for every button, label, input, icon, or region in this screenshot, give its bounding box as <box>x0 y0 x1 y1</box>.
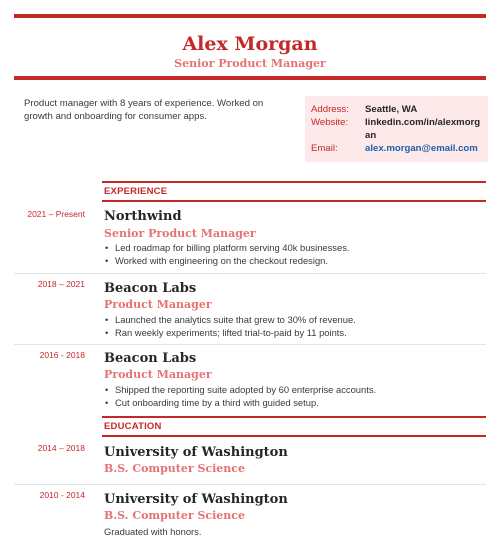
entry-divider <box>14 344 486 345</box>
entry-divider <box>14 273 486 274</box>
candidate-role: Senior Product Manager <box>174 57 326 70</box>
experience-section-bottom-rule <box>102 200 486 202</box>
education-section-top-rule <box>102 416 486 418</box>
contact-box <box>305 96 488 162</box>
entry-bullets <box>104 384 376 410</box>
entry-date: 2010 - 2014 <box>39 490 85 500</box>
entry-degree: B.S. Computer Science <box>104 462 245 475</box>
entry-divider <box>14 484 486 485</box>
education-section-title: EDUCATION <box>104 421 162 432</box>
entry-organization: University of Washington <box>104 445 288 460</box>
entry-organization: Beacon Labs <box>104 281 197 296</box>
header-top-rule <box>14 14 486 18</box>
list-item: • Launched the analytics suite that grew to 30% of revenue. <box>104 314 356 326</box>
entry-organization: University of Washington <box>104 492 288 507</box>
header-bottom-rule <box>14 76 486 80</box>
entry-job-title: Product Manager <box>104 368 212 381</box>
entry-job-title: Senior Product Manager <box>104 227 256 240</box>
experience-section-title: EXPERIENCE <box>104 186 168 197</box>
contact-website-link[interactable]: linkedin.com/in/alexmorgan <box>365 117 481 141</box>
entry-date: 2021 – Present <box>27 209 85 219</box>
entry-bullets <box>104 242 350 268</box>
entry-date: 2014 – 2018 <box>37 443 85 453</box>
entry-organization: Northwind <box>104 209 182 224</box>
entry-organization: Beacon Labs <box>104 351 197 366</box>
entry-degree: B.S. Computer Science <box>104 509 245 522</box>
list-item: • Ran weekly experiments; lifted trial-to-paid by 11 points. <box>104 327 356 339</box>
list-item: • Shipped the reporting suite adopted by 60 enterprise accounts. <box>104 384 376 396</box>
candidate-name: Alex Morgan <box>182 33 318 55</box>
profile-summary: Product manager with 8 years of experience. Worked on growth and onboarding for consumer apps. <box>24 98 264 122</box>
entry-note: Graduated with honors. <box>104 526 202 537</box>
contact-address-value: Seattle, WA <box>365 104 418 115</box>
entry-date: 2018 – 2021 <box>37 279 85 289</box>
list-item: • Cut onboarding time by a third with guided setup. <box>104 397 376 409</box>
contact-email-link[interactable]: alex.morgan@email.com <box>365 143 478 154</box>
entry-date: 2016 - 2018 <box>39 350 85 360</box>
education-section-bottom-rule <box>102 435 486 437</box>
list-item: • Led roadmap for billing platform serving 40k businesses. <box>104 242 350 254</box>
experience-section-top-rule <box>102 181 486 183</box>
entry-job-title: Product Manager <box>104 298 212 311</box>
list-item: • Worked with engineering on the checkout redesign. <box>104 255 350 267</box>
entry-bullets <box>104 314 356 340</box>
contact-website-label: Website: <box>311 117 349 128</box>
contact-address-label: Address: <box>311 104 349 115</box>
contact-email-label: Email: <box>311 143 338 154</box>
